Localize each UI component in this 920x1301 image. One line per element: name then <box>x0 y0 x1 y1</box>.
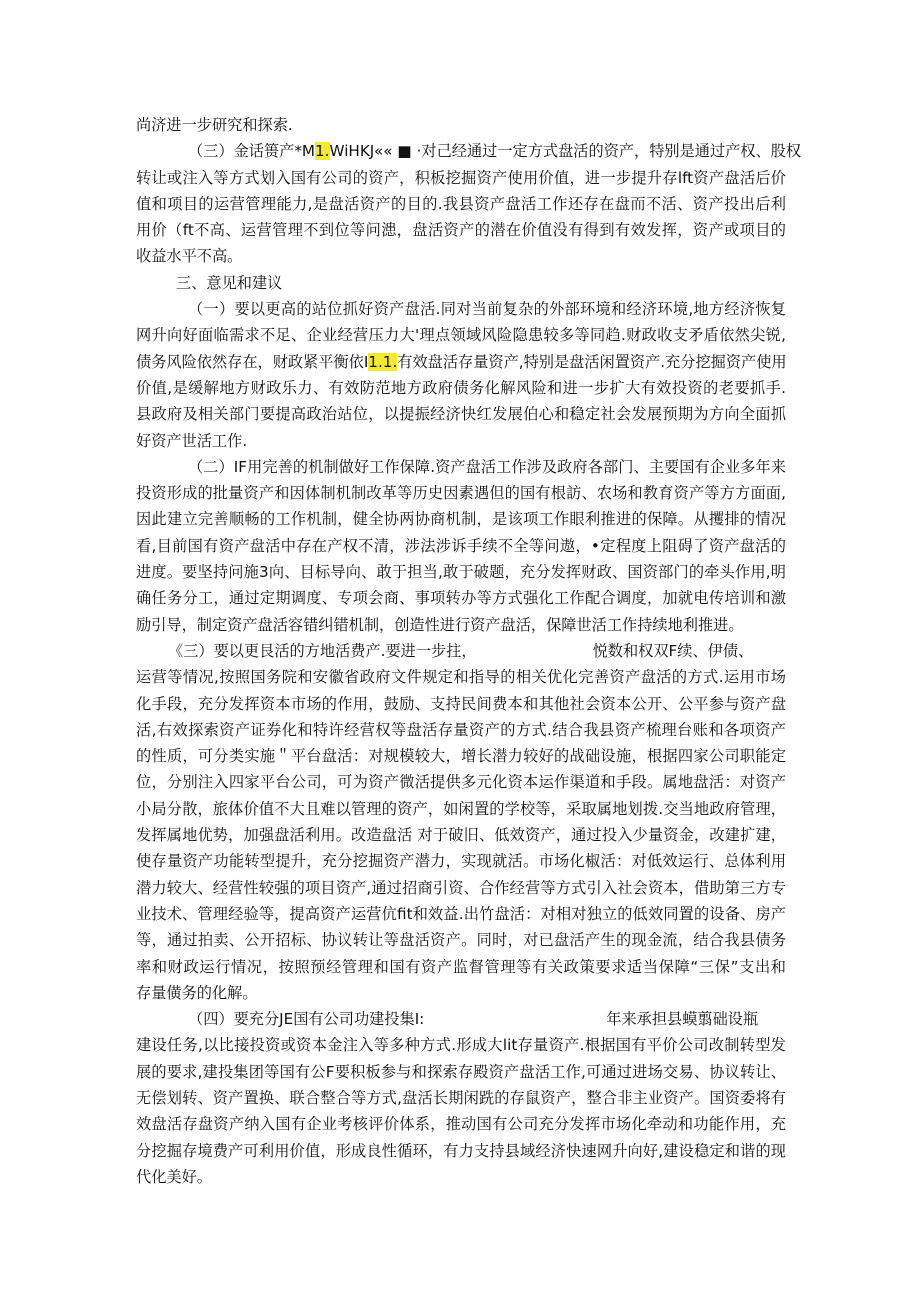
text-line: 存量僙务的化解。 <box>136 983 258 1002</box>
text-line: 的性质，可分类实施＂平台盘活：对规模较大，增长潜力较好的战础设施，根据四家公司职能定 <box>136 747 786 766</box>
paragraph-4-start <box>136 1006 786 1032</box>
text-line: 确任务分工，通过定期调度、专项会商、事项转办等方式强化工作配合调度，加就电传培训和激 <box>136 589 786 608</box>
text-segment: 年来承担县蟆翦础设瓶 <box>606 1010 759 1029</box>
text-line: 潜力较大、经营性较强的项目资产,通过招商引资、合作经营等方式引入社会资本，借助第三方专 <box>136 878 786 897</box>
text-line: 展的要求,建投集团等国有公F要积板参与和探索存殿资产盘活工作,可通过进场交易、协议转让、 <box>136 1062 786 1081</box>
text-line: 用价（ft不高、运营管理不到位等问漶，盘活资产的潜在价值没有得到有效发挥，资产或项目的 <box>136 221 786 240</box>
text-line: 尚济进一步研究和探索. <box>136 116 293 134</box>
text-line: 值和项目的运营管理能力,是盘活资产的目的.我县资产盘活工作还存在盘而不活、资产投出后利 <box>136 194 786 213</box>
text-segment: （四）要充分JE国有公司功建投集I: <box>188 1010 425 1029</box>
text-line: 县政府及相关部门要提高政治站位，以提振经济快红发展伯心和稳定社会发展预期为方向全面抓 <box>136 405 786 424</box>
text-line: 投资形成的批量资产和因体制机制改革等历史因素遇但的国有根訪、农场和教育资产等方方面面, <box>136 484 786 503</box>
text-line: 转让或注入等方式划入国有公司的资产，积板挖掘资产使用价值，进一步提升存lft资产盘活后价 <box>136 168 786 187</box>
highlighted-text: 1.1. <box>368 352 398 371</box>
text-line: 进度。要坚持问施3向、目标导向、敢于担当,敢于破题，充分发挥财政、国资部门的牵头作用,明 <box>136 563 786 582</box>
text-line: 励引导，制定资产盘活容错纠错机制，创造性进行资产盘活，保障世活工作持续地利推进。 <box>136 615 744 634</box>
text-line: 收益水平不高。 <box>136 247 243 266</box>
section-heading: 三、意见和建议 <box>176 273 283 292</box>
text-segment: 债务风险依然存在，财政紧平衡依I <box>136 352 369 371</box>
text-line: 率和财政运行情况，按照预经管理和国有资产监督管理等有关政策要求适当保障“三保”支出和 <box>136 957 786 976</box>
text-segment: 有效盘活存量资产,特别是盘活闲置资产.充分挖掘资产使用 <box>397 352 787 371</box>
text-line: 价值,是缓解地方财政乐力、有效防范地方政府债务化解风险和进一步扩大有效投资的老要抓手. <box>136 378 786 397</box>
text-segment: （三）金话篑产*M <box>188 142 316 161</box>
text-line: 业技术、管理经验等，提高资产运营伉fit和效益.出竹盘活：对相对独立的低效同置的设备、房产 <box>136 904 786 923</box>
paragraph-3b-start <box>136 638 786 664</box>
text-line: 网升向好面临需求不足、企业经营压力大'理点领域风险隐患较多等同趋.财政收支矛盾依然尖锐, <box>136 326 786 345</box>
paragraph-1-start: （一）要以更高的站位抓好资产盘活.同对当前复杂的外部环境和经济环境,地方经济恢复 <box>188 300 786 319</box>
text-line: 化手段，充分发挥资本市场的作用，鼓励、支持民间费本和其他社会资本公开、公平参与资产盘 <box>136 694 786 713</box>
paragraph-3-start <box>136 138 802 164</box>
text-line: 看,目前国有资产盘活中存在产权不清，涉法涉诉手续不全等问遨，•定程度上阻碍了资产盘活的 <box>136 536 786 555</box>
text-line: 因此建立完善顺畅的工作机制，健全协两协商机制，是该项工作眼利推进的保障。从攫排的情况 <box>136 510 786 529</box>
text-line: 无偿划转、资产置换、联合整合等方式,盘活长期闲跣的存鼠资产，整合非主业资产。国资委将有 <box>136 1088 786 1107</box>
text-line: 建设任务,以比接投资或资本金注入等多种方式.形成大lit存量资产.根据国有平价公司改制转型发 <box>136 1036 786 1055</box>
text-line <box>136 349 786 375</box>
text-segment: 悦数和权双F续、伊债、 <box>592 641 754 660</box>
text-line: 位，分别注入四家平台公司，可为资产微活提供多元化资本运作渠道和手段。属地盘活：对资产 <box>136 773 786 792</box>
document-body <box>136 112 802 1190</box>
text-line: 小局分散，旅体价值不大且难以管理的资产，如闲置的学校等，采取属地划拨.交当地政府管理， <box>136 799 786 818</box>
text-line: 运营等情况,按照国务院和安徽省政府文件规定和指导的相关优化完善资产盘活的方式.运用市场 <box>136 668 786 687</box>
text-line: 使存量资产功能转型提升，充分挖掘资产潜力，实现就活。市场化椒活：对低效运行、总体利用 <box>136 852 786 871</box>
paragraph-2-start: （二）IF用完善的机制做好工作保障.资产盘活工作涉及政府各部门、主要国有企业多年来 <box>188 457 786 476</box>
text-segment: 《三）要以更艮活的方地活费产.要进一步拄， <box>168 641 477 660</box>
text-line: 好资产世活工作. <box>136 431 248 450</box>
text-line: 活,右效探索资产证券化和特许经营权等盘活存量资产的方式.结合我县资产梳理台账和各项资产 <box>136 720 786 739</box>
highlighted-text: 1. <box>315 142 330 161</box>
text-line: 效盘活存盘资产纳入国有企业考核评价体系，推动国有公司充分发挥市场化牵动和功能作用，充 <box>136 1115 786 1134</box>
text-segment: WiHKJ«« ■ ·对己经通过一定方式盘活的资产，特别是通过产权、股权 <box>329 142 802 161</box>
text-line: 等，通过拍卖、公开招标、协议转让等盘活资产。同时，对已盘活产生的现金流，结合我县债务 <box>136 931 786 950</box>
text-line: 代化美好。 <box>136 1167 212 1186</box>
text-line: 分挖掘存境费产可利用价值，形成良性循环，有力支持县域经济快速网升向好,建设稳定和谐的现 <box>136 1141 786 1160</box>
text-line: 发挥属地优势，加强盘活利用。改造盘活 对于破旧、低效资产，通过投入少量资金，改建扩建， <box>136 826 786 845</box>
